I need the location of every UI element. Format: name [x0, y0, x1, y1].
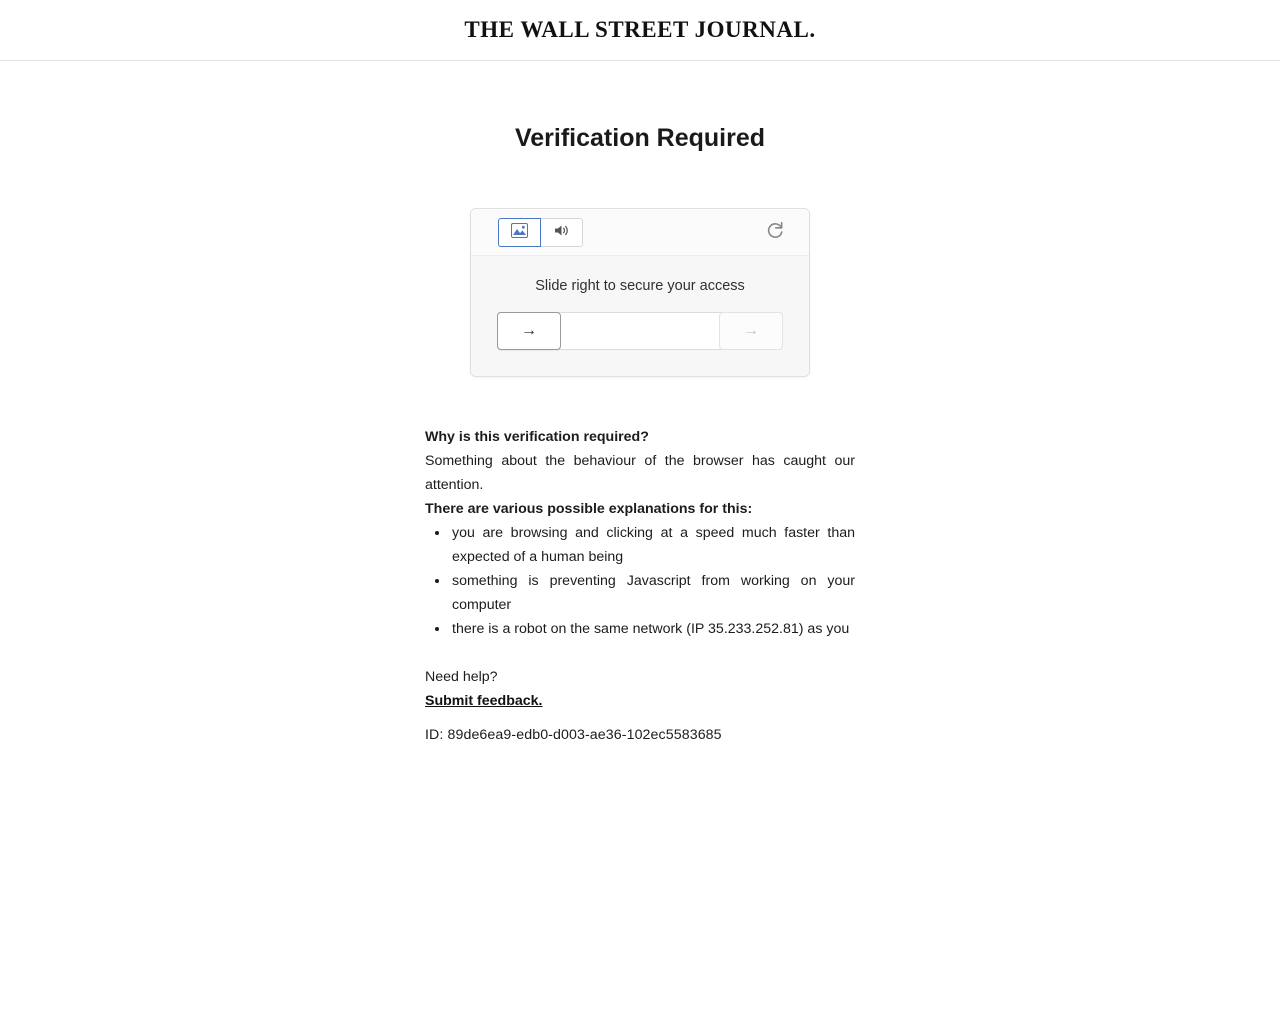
captcha-toolbar — [471, 209, 809, 256]
reasons-heading: There are various possible explanations for this: — [425, 501, 753, 517]
list-item: • there is a robot on the same network (IP 35.233.252.81) as you — [450, 617, 855, 641]
image-icon — [511, 223, 528, 241]
explanation-section — [425, 425, 855, 747]
list-item: • you are browsing and clicking at a speed much faster than expected of a human being — [450, 521, 855, 569]
verification-id: ID: 89de6ea9-edb0-d003-ae36-102ec5583685 — [425, 727, 722, 743]
slider-target — [719, 312, 783, 350]
slider-instruction: Slide right to secure your access — [535, 278, 745, 294]
reasons-list — [425, 521, 855, 641]
refresh-button[interactable] — [761, 218, 789, 246]
image-challenge-button[interactable] — [498, 218, 541, 247]
why-heading: Why is this verification required? — [425, 429, 649, 445]
speaker-icon — [553, 223, 570, 241]
captcha-mode-group — [498, 218, 583, 247]
refresh-icon — [766, 221, 785, 243]
why-text: Something about the behaviour of the browser has caught our attention. — [425, 453, 855, 493]
site-header — [0, 0, 1280, 61]
page-title: Verification Required — [514, 124, 766, 152]
arrow-right-icon: → — [743, 322, 759, 339]
audio-challenge-button[interactable] — [540, 218, 583, 247]
wsj-logo: THE WALL STREET JOURNAL. — [464, 17, 816, 42]
need-help-text: Need help? — [425, 669, 498, 685]
arrow-right-icon: → — [521, 322, 537, 339]
help-block — [425, 665, 855, 713]
slider-handle[interactable] — [497, 312, 561, 350]
list-item: • something is preventing Javascript from working on your computer — [450, 569, 855, 617]
captcha-widget — [470, 208, 810, 377]
slider-track[interactable] — [497, 312, 783, 350]
submit-feedback-link[interactable]: Submit feedback. — [425, 693, 543, 709]
captcha-body — [471, 256, 809, 376]
